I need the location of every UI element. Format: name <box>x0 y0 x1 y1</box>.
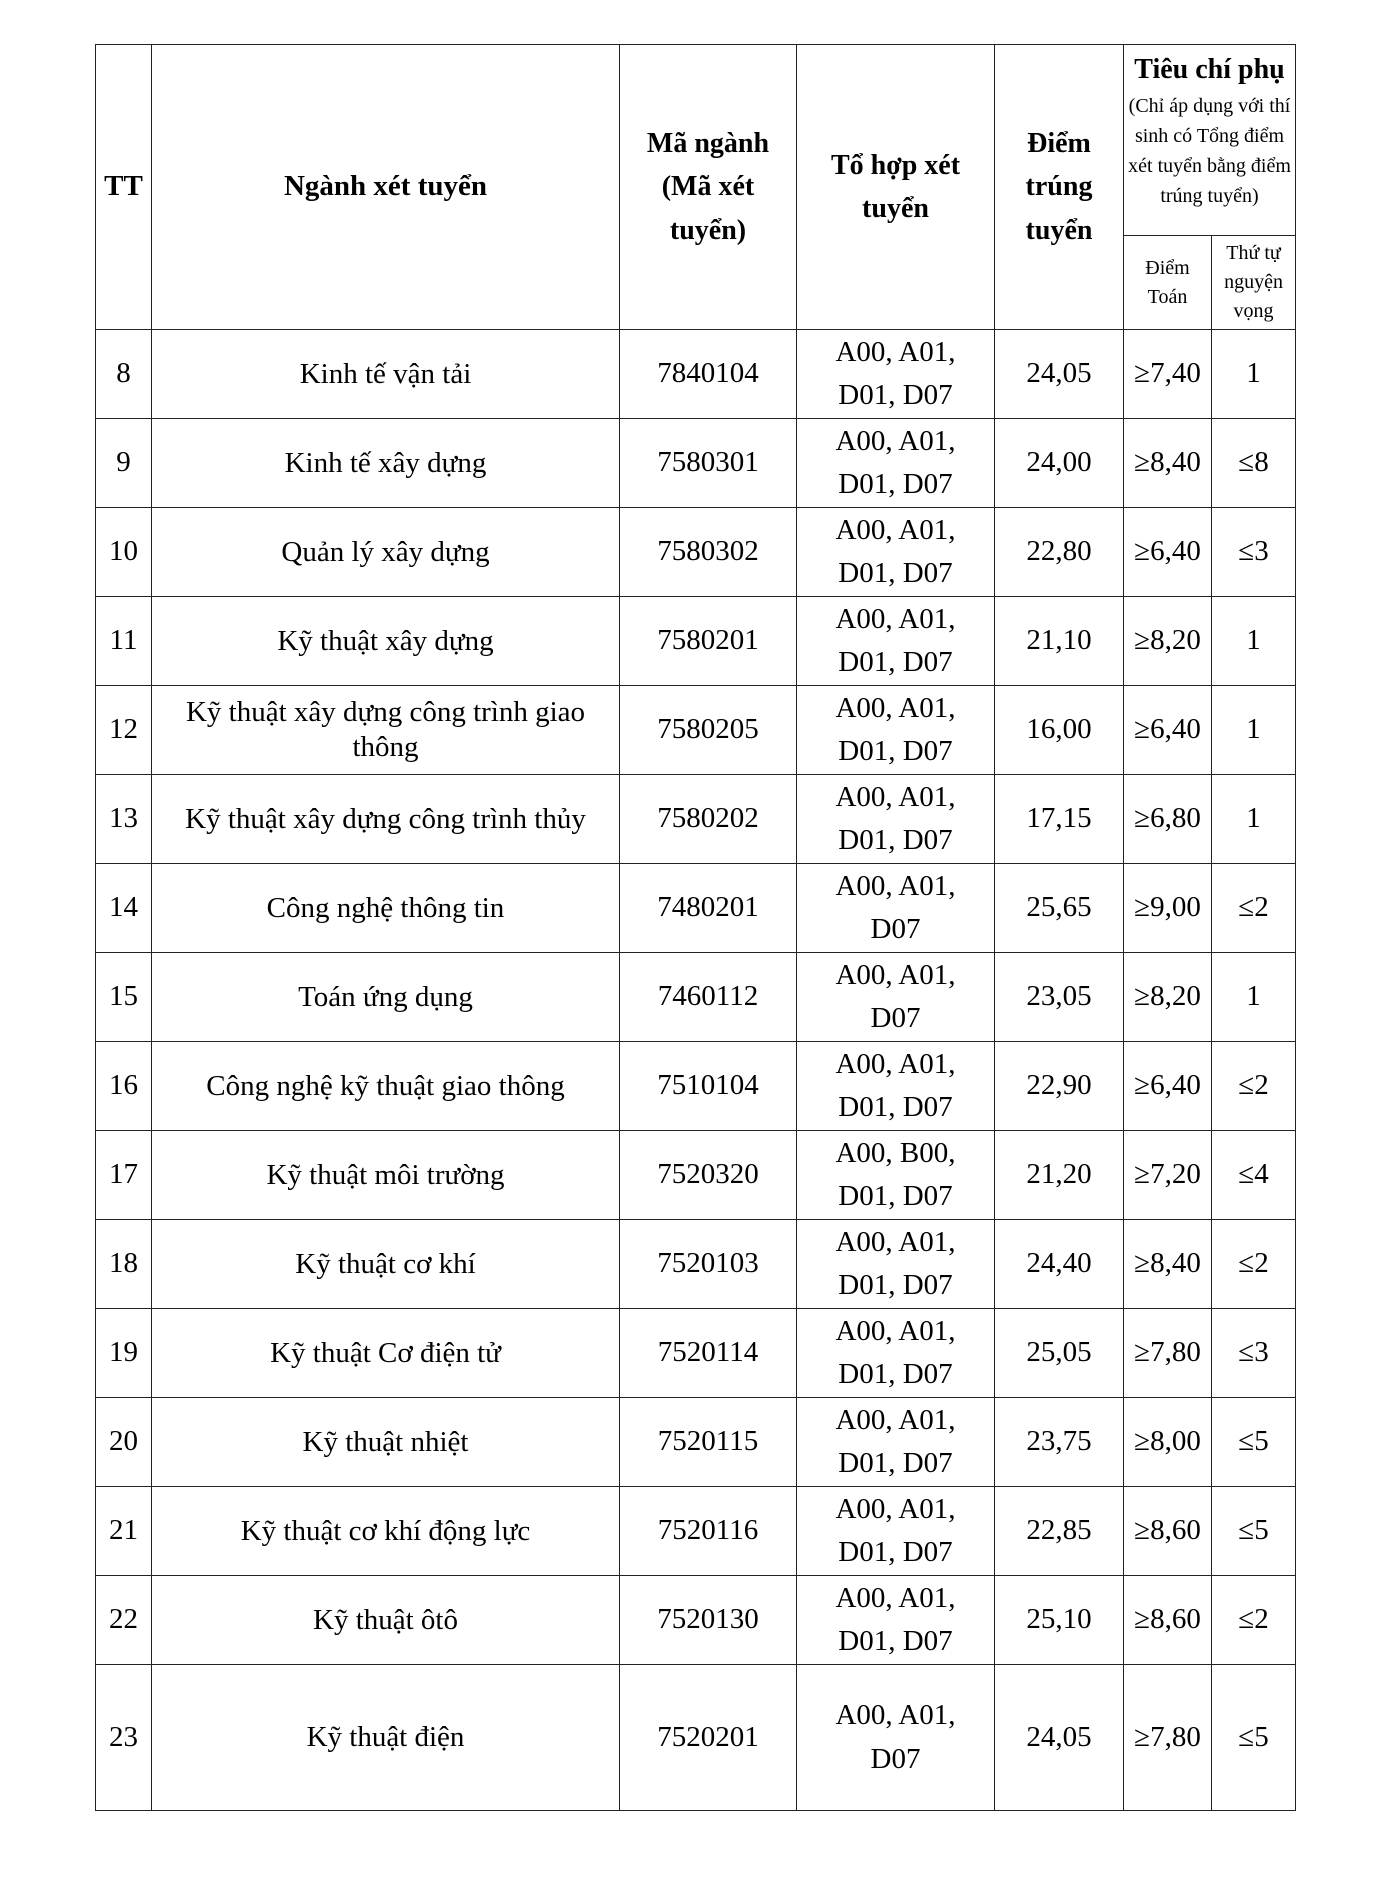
cell-to-hop: A00, A01, D01, D07 <box>797 419 995 508</box>
cell-nganh: Quản lý xây dựng <box>152 508 620 597</box>
cell-tt: 18 <box>96 1220 152 1309</box>
table-row <box>96 686 1296 775</box>
cell-nganh: Kỹ thuật Cơ điện tử <box>152 1309 620 1398</box>
table-row <box>96 1665 1296 1811</box>
cell-to-hop: A00, A01, D01, D07 <box>797 1398 995 1487</box>
cell-tt: 13 <box>96 775 152 864</box>
cell-diem-toan: ≥8,60 <box>1124 1576 1212 1665</box>
cell-diem-toan: ≥8,20 <box>1124 597 1212 686</box>
cell-tt: 17 <box>96 1131 152 1220</box>
cell-nganh: Công nghệ kỹ thuật giao thông <box>152 1042 620 1131</box>
cell-tt: 9 <box>96 419 152 508</box>
cell-ma-nganh: 7520116 <box>620 1487 797 1576</box>
cell-ma-nganh: 7520115 <box>620 1398 797 1487</box>
cell-thu-tu-nv: ≤2 <box>1212 1576 1296 1665</box>
cell-ma-nganh: 7510104 <box>620 1042 797 1131</box>
cell-to-hop: A00, A01, D01, D07 <box>797 775 995 864</box>
cell-ma-nganh: 7520114 <box>620 1309 797 1398</box>
cell-diem: 22,80 <box>995 508 1124 597</box>
cell-thu-tu-nv: ≤8 <box>1212 419 1296 508</box>
cell-to-hop: A00, A01, D01, D07 <box>797 1042 995 1131</box>
cell-to-hop: A00, B00, D01, D07 <box>797 1131 995 1220</box>
cell-ma-nganh: 7580302 <box>620 508 797 597</box>
cell-diem-toan: ≥7,40 <box>1124 330 1212 419</box>
cell-ma-nganh: 7460112 <box>620 953 797 1042</box>
cell-diem: 25,65 <box>995 864 1124 953</box>
cell-nganh: Kỹ thuật xây dựng công trình thủy <box>152 775 620 864</box>
cell-thu-tu-nv: ≤3 <box>1212 508 1296 597</box>
cell-nganh: Toán ứng dụng <box>152 953 620 1042</box>
cell-to-hop: A00, A01, D01, D07 <box>797 1309 995 1398</box>
header-diem: Điểm trúng tuyển <box>995 45 1124 330</box>
header-nganh: Ngành xét tuyển <box>152 45 620 330</box>
header-row <box>96 45 1296 236</box>
cell-to-hop: A00, A01, D07 <box>797 1665 995 1811</box>
cell-nganh: Kỹ thuật xây dựng công trình giao thông <box>152 686 620 775</box>
admission-table <box>95 44 1296 1811</box>
cell-diem: 17,15 <box>995 775 1124 864</box>
header-tieu-chi-note: (Chỉ áp dụng với thí sinh có Tổng điểm xét tuyển bằng điểm trúng tuyển) <box>1128 95 1291 207</box>
cell-tt: 11 <box>96 597 152 686</box>
cell-ma-nganh: 7580201 <box>620 597 797 686</box>
cell-nganh: Kỹ thuật xây dựng <box>152 597 620 686</box>
cell-to-hop: A00, A01, D01, D07 <box>797 1220 995 1309</box>
cell-ma-nganh: 7480201 <box>620 864 797 953</box>
header-to-hop: Tổ hợp xét tuyển <box>797 45 995 330</box>
header-tieu-chi-phu <box>1124 45 1296 236</box>
table-body <box>96 330 1296 1811</box>
cell-tt: 15 <box>96 953 152 1042</box>
table-row <box>96 1220 1296 1309</box>
cell-diem-toan: ≥7,80 <box>1124 1665 1212 1811</box>
cell-to-hop: A00, A01, D01, D07 <box>797 1487 995 1576</box>
cell-thu-tu-nv: ≤4 <box>1212 1131 1296 1220</box>
table-row <box>96 419 1296 508</box>
table-row <box>96 1309 1296 1398</box>
table-row <box>96 1487 1296 1576</box>
cell-tt: 10 <box>96 508 152 597</box>
table-row <box>96 864 1296 953</box>
cell-to-hop: A00, A01, D01, D07 <box>797 597 995 686</box>
cell-diem-toan: ≥6,40 <box>1124 1042 1212 1131</box>
cell-diem: 24,05 <box>995 330 1124 419</box>
table-row <box>96 775 1296 864</box>
cell-to-hop: A00, A01, D07 <box>797 864 995 953</box>
table-row <box>96 1576 1296 1665</box>
cell-diem-toan: ≥6,40 <box>1124 686 1212 775</box>
cell-thu-tu-nv: 1 <box>1212 330 1296 419</box>
table-row <box>96 953 1296 1042</box>
cell-nganh: Kinh tế xây dựng <box>152 419 620 508</box>
cell-nganh: Kỹ thuật ôtô <box>152 1576 620 1665</box>
cell-tt: 23 <box>96 1665 152 1811</box>
cell-diem: 21,20 <box>995 1131 1124 1220</box>
cell-diem: 22,90 <box>995 1042 1124 1131</box>
cell-tt: 14 <box>96 864 152 953</box>
cell-diem: 25,10 <box>995 1576 1124 1665</box>
cell-diem: 24,40 <box>995 1220 1124 1309</box>
cell-thu-tu-nv: ≤2 <box>1212 1220 1296 1309</box>
cell-ma-nganh: 7840104 <box>620 330 797 419</box>
cell-diem-toan: ≥8,40 <box>1124 1220 1212 1309</box>
cell-diem: 22,85 <box>995 1487 1124 1576</box>
cell-tt: 22 <box>96 1576 152 1665</box>
header-tieu-chi-title: Tiêu chí phụ <box>1134 54 1285 85</box>
cell-tt: 8 <box>96 330 152 419</box>
cell-ma-nganh: 7520130 <box>620 1576 797 1665</box>
header-diem-toan: Điểm Toán <box>1124 236 1212 330</box>
cell-nganh: Công nghệ thông tin <box>152 864 620 953</box>
cell-nganh: Kỹ thuật môi trường <box>152 1131 620 1220</box>
cell-nganh: Kinh tế vận tải <box>152 330 620 419</box>
cell-diem: 16,00 <box>995 686 1124 775</box>
cell-diem-toan: ≥8,00 <box>1124 1398 1212 1487</box>
cell-thu-tu-nv: ≤3 <box>1212 1309 1296 1398</box>
cell-diem: 23,75 <box>995 1398 1124 1487</box>
cell-tt: 21 <box>96 1487 152 1576</box>
table-row <box>96 1131 1296 1220</box>
cell-thu-tu-nv: ≤5 <box>1212 1398 1296 1487</box>
cell-diem-toan: ≥6,40 <box>1124 508 1212 597</box>
cell-thu-tu-nv: 1 <box>1212 953 1296 1042</box>
cell-diem: 23,05 <box>995 953 1124 1042</box>
cell-diem-toan: ≥7,80 <box>1124 1309 1212 1398</box>
cell-ma-nganh: 7580205 <box>620 686 797 775</box>
cell-diem: 21,10 <box>995 597 1124 686</box>
cell-tt: 19 <box>96 1309 152 1398</box>
cell-thu-tu-nv: 1 <box>1212 597 1296 686</box>
header-ma-nganh: Mã ngành (Mã xét tuyển) <box>620 45 797 330</box>
cell-to-hop: A00, A01, D07 <box>797 953 995 1042</box>
cell-diem: 24,05 <box>995 1665 1124 1811</box>
cell-to-hop: A00, A01, D01, D07 <box>797 686 995 775</box>
table-row <box>96 330 1296 419</box>
cell-diem-toan: ≥9,00 <box>1124 864 1212 953</box>
cell-thu-tu-nv: ≤5 <box>1212 1665 1296 1811</box>
header-tt: TT <box>96 45 152 330</box>
cell-thu-tu-nv: 1 <box>1212 775 1296 864</box>
header-thu-tu-nguyen-vong: Thứ tự nguyện vọng <box>1212 236 1296 330</box>
cell-tt: 12 <box>96 686 152 775</box>
table-row <box>96 597 1296 686</box>
cell-diem-toan: ≥8,60 <box>1124 1487 1212 1576</box>
cell-ma-nganh: 7520103 <box>620 1220 797 1309</box>
cell-ma-nganh: 7580301 <box>620 419 797 508</box>
cell-to-hop: A00, A01, D01, D07 <box>797 330 995 419</box>
cell-nganh: Kỹ thuật cơ khí <box>152 1220 620 1309</box>
table-row <box>96 508 1296 597</box>
cell-thu-tu-nv: ≤2 <box>1212 864 1296 953</box>
cell-diem-toan: ≥6,80 <box>1124 775 1212 864</box>
cell-thu-tu-nv: ≤2 <box>1212 1042 1296 1131</box>
table-row <box>96 1042 1296 1131</box>
cell-to-hop: A00, A01, D01, D07 <box>797 508 995 597</box>
cell-nganh: Kỹ thuật nhiệt <box>152 1398 620 1487</box>
cell-ma-nganh: 7520320 <box>620 1131 797 1220</box>
table-row <box>96 1398 1296 1487</box>
cell-diem-toan: ≥8,40 <box>1124 419 1212 508</box>
cell-nganh: Kỹ thuật cơ khí động lực <box>152 1487 620 1576</box>
cell-diem: 24,00 <box>995 419 1124 508</box>
cell-nganh: Kỹ thuật điện <box>152 1665 620 1811</box>
cell-to-hop: A00, A01, D01, D07 <box>797 1576 995 1665</box>
cell-diem-toan: ≥7,20 <box>1124 1131 1212 1220</box>
cell-thu-tu-nv: ≤5 <box>1212 1487 1296 1576</box>
cell-diem-toan: ≥8,20 <box>1124 953 1212 1042</box>
cell-diem: 25,05 <box>995 1309 1124 1398</box>
cell-ma-nganh: 7520201 <box>620 1665 797 1811</box>
cell-tt: 20 <box>96 1398 152 1487</box>
cell-tt: 16 <box>96 1042 152 1131</box>
cell-ma-nganh: 7580202 <box>620 775 797 864</box>
cell-thu-tu-nv: 1 <box>1212 686 1296 775</box>
